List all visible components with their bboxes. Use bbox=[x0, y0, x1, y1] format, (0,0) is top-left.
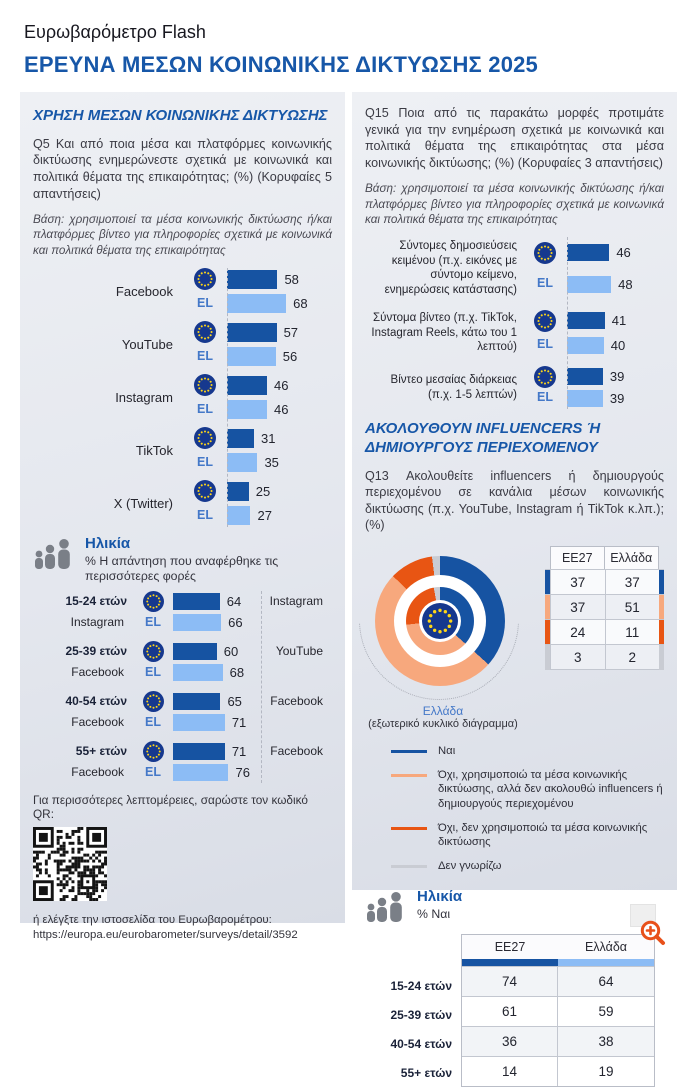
cell-greece: 2 bbox=[605, 644, 660, 670]
q13-legend bbox=[391, 744, 664, 874]
bar-eu bbox=[567, 368, 603, 385]
eu-flag-icon bbox=[194, 374, 216, 396]
age-section-header bbox=[365, 888, 664, 926]
legend-swatch bbox=[391, 750, 427, 753]
bar-value: 68 bbox=[293, 295, 308, 311]
eu-flag-icon bbox=[194, 427, 216, 449]
row-color-strip bbox=[659, 569, 664, 594]
age-yes-table-block bbox=[365, 934, 664, 1088]
footer-line1: ή ελέγξτε την ιστοσελίδα του Ευρωβαρομέτρου: bbox=[33, 913, 272, 926]
bar-value: 76 bbox=[235, 764, 250, 780]
section-title-usage: ΧΡΗΣΗ ΜΕΣΩΝ ΚΟΙΝΩΝΙΚΗΣ ΔΙΚΤΥΩΣΗΣ bbox=[33, 107, 328, 124]
age-label: 25-39 ετών bbox=[65, 644, 127, 659]
table-row bbox=[462, 1026, 654, 1056]
row-color-strip bbox=[659, 594, 664, 619]
cell-greece: 38 bbox=[558, 1026, 654, 1056]
bar-value: 41 bbox=[611, 313, 627, 329]
el-label: EL bbox=[197, 455, 213, 470]
bar-el bbox=[567, 390, 603, 407]
bar-el bbox=[227, 506, 250, 525]
table-row bbox=[545, 644, 664, 670]
bar-value: 58 bbox=[284, 271, 299, 287]
eu-flag-icon bbox=[194, 268, 216, 290]
q13-values-table bbox=[545, 546, 664, 730]
content-columns bbox=[20, 92, 680, 1080]
table-row bbox=[545, 569, 664, 594]
page-header bbox=[0, 0, 680, 78]
table-header-ee27: EE27 bbox=[462, 935, 558, 959]
header-color-bar bbox=[462, 959, 654, 966]
row-color-strip bbox=[659, 619, 664, 644]
cell-greece: 19 bbox=[558, 1056, 654, 1086]
qr-caption: Για περισσότερες λεπτομέρειες, σαρώστε τον κωδικό QR: bbox=[33, 792, 308, 821]
eu-flag-icon bbox=[534, 310, 556, 332]
bar-value: 64 bbox=[226, 593, 242, 609]
bar-value: 35 bbox=[264, 454, 279, 470]
zoom-in-button[interactable] bbox=[638, 918, 668, 948]
bar-el bbox=[227, 400, 267, 419]
table-header-ee27: EE27 bbox=[550, 546, 605, 569]
legend-swatch bbox=[391, 827, 427, 830]
most-used-platform: Facebook bbox=[270, 694, 323, 709]
bar-el bbox=[227, 347, 276, 366]
legend-label: Δεν γνωρίζω bbox=[438, 860, 502, 873]
bar-value: 60 bbox=[223, 643, 239, 659]
format-label: Σύντομα βίντεο (π.χ. TikTok, Instagram Reels, κάτω του 1 λεπτού) bbox=[371, 311, 517, 354]
eu-flag-icon bbox=[143, 691, 164, 712]
bar-eu bbox=[227, 270, 277, 289]
age-label: 25-39 ετών bbox=[390, 1007, 452, 1022]
donut-caption-note: (εξωτερικό κυκλικό διάγραμμα) bbox=[368, 718, 518, 731]
bar-eu bbox=[227, 429, 254, 448]
bar-value: 25 bbox=[255, 483, 271, 499]
bar-value: 39 bbox=[609, 391, 625, 407]
q5-bar-chart bbox=[33, 270, 332, 525]
age-label: 55+ ετών bbox=[400, 1065, 452, 1080]
bar-eu bbox=[173, 643, 217, 660]
cell-ee27: 74 bbox=[462, 966, 558, 996]
legend-label: Ναι bbox=[438, 745, 456, 758]
most-used-platform: Instagram bbox=[269, 594, 323, 609]
cell-ee27: 14 bbox=[462, 1056, 558, 1086]
bar-el bbox=[567, 276, 611, 293]
table-row bbox=[462, 1056, 654, 1086]
platform-label: TikTok bbox=[135, 442, 173, 458]
legend-item bbox=[391, 859, 664, 874]
bar-eu bbox=[227, 376, 267, 395]
bar-eu bbox=[173, 693, 220, 710]
bar-value: 31 bbox=[260, 430, 276, 446]
bar-el bbox=[227, 294, 286, 313]
eu-flag-icon bbox=[194, 480, 216, 502]
age-group-55plus bbox=[33, 743, 332, 781]
q15-base-text: Βάση: χρησιμοποιεί τα μέσα κοινωνικής δικτύωσης ή/και πλατφόρμες βίντεο για πληροφορίες σχετικά με κοινωνικά και πολιτικά θέματα της επικαιρότητας bbox=[365, 182, 664, 226]
cell-ee27: 3 bbox=[550, 644, 605, 670]
q15-bar-chart bbox=[365, 239, 664, 407]
bar-eu bbox=[227, 482, 249, 501]
platform-label: Facebook bbox=[115, 283, 173, 299]
cell-ee27: 37 bbox=[550, 569, 605, 594]
bar-value: 65 bbox=[227, 693, 242, 709]
legend-swatch bbox=[391, 865, 427, 868]
chart-baseline bbox=[227, 268, 228, 527]
cell-greece: 37 bbox=[605, 569, 660, 594]
el-label: EL bbox=[197, 349, 213, 364]
table-row bbox=[545, 594, 664, 619]
bar-value: 66 bbox=[228, 614, 243, 630]
age-subtitle: % Ναι bbox=[417, 906, 451, 921]
age-group-40-54 bbox=[33, 693, 332, 731]
platform-label: YouTube bbox=[121, 336, 173, 352]
legend-item bbox=[391, 821, 664, 850]
el-label: EL bbox=[197, 402, 213, 417]
cell-greece: 59 bbox=[558, 996, 654, 1026]
table-row bbox=[462, 966, 654, 996]
age-label: 55+ ετών bbox=[75, 744, 127, 759]
format-label: Σύντομες δημοσιεύσεις κειμένου (π.χ. εικόνες με σύντομο κείμενο, ενημερώσεις κατάστασης) bbox=[384, 240, 517, 297]
chart-baseline bbox=[261, 591, 262, 783]
cell-ee27: 36 bbox=[462, 1026, 558, 1056]
bar-value: 71 bbox=[231, 714, 247, 730]
bar-eu bbox=[227, 323, 277, 342]
most-used-platform: Facebook bbox=[71, 765, 124, 780]
el-label: EL bbox=[145, 765, 161, 780]
table-row bbox=[462, 996, 654, 1026]
table-row bbox=[545, 619, 664, 644]
bar-group-facebook bbox=[33, 270, 332, 313]
bar-value: 46 bbox=[274, 401, 289, 417]
eu-flag-icon bbox=[534, 366, 556, 388]
page-title: ΕΡΕΥΝΑ ΜΕΣΩΝ ΚΟΙΝΩΝΙΚΗΣ ΔΙΚΤΥΩΣΗΣ 2025 bbox=[24, 52, 538, 77]
legend-label: Όχι, χρησιμοποιώ τα μέσα κοινωνικής δικτύωσης, αλλά δεν ακολουθώ influencers ή δημιουργούς περιεχομένου bbox=[438, 768, 663, 811]
table-header-greece: Ελλάδα bbox=[605, 546, 660, 569]
donut-caption-country: Ελλάδα bbox=[422, 704, 464, 719]
age-label: 40-54 ετών bbox=[390, 1036, 452, 1051]
section-title-influencers: ΑΚΟΛΟΥΘΟΥΝ INFLUENCERS Ή ΔΗΜΙΟΥΡΓΟΥΣ ΠΕΡΙΕΧΟΜΕΝΟΥ bbox=[365, 420, 601, 456]
q15-question-text: Q15 Ποια από τις παρακάτω μορφές προτιμάτε γενικά για την ενημέρωση σχετικά με κοινωνικά και πολιτικά θέματα της επικαιρότητας στα μέσα κοινωνικής δικτύωσης; (%) (Κορυφαίες 3 απαντήσεις) bbox=[365, 106, 664, 170]
el-label: EL bbox=[197, 296, 213, 311]
cell-ee27: 37 bbox=[550, 594, 605, 619]
age-bar-chart bbox=[33, 593, 332, 781]
bar-eu bbox=[173, 593, 220, 610]
footer-note bbox=[33, 913, 332, 944]
people-icon bbox=[33, 539, 75, 573]
most-used-platform: YouTube bbox=[275, 644, 323, 659]
panel-content-formats-influencers bbox=[352, 92, 677, 1080]
bar-group-youtube bbox=[33, 323, 332, 366]
chart-baseline bbox=[567, 237, 568, 409]
el-label: EL bbox=[145, 665, 161, 680]
q5-question-text: Q5 Και από ποια μέσα και πλατφόρμες κοινωνικής δικτύωσης ενημερώνεστε σχετικά με κοινωνικά και πολιτικά θέματα της επικαιρότητας; (%) (Κορυφαίες 5 απαντήσεις) bbox=[33, 136, 332, 201]
bar-el bbox=[567, 337, 604, 354]
most-used-platform: Facebook bbox=[71, 665, 124, 680]
el-label: EL bbox=[197, 508, 213, 523]
age-group-25-39 bbox=[33, 643, 332, 681]
bar-eu bbox=[173, 743, 225, 760]
age-title: Ηλικία bbox=[85, 534, 131, 552]
greece-color-bar bbox=[558, 959, 654, 966]
age-title: Ηλικία bbox=[417, 887, 463, 905]
age-subtitle: % Η απάντηση που αναφέρθηκε τις περισσότερες φορές bbox=[85, 553, 279, 584]
legend-label: Όχι, δεν χρησιμοποιώ τα μέσα κοινωνικής δικτύωσης bbox=[438, 821, 648, 849]
bar-value: 46 bbox=[616, 245, 631, 261]
platform-label: X (Twitter) bbox=[113, 495, 173, 511]
most-used-platform: Instagram bbox=[70, 615, 124, 630]
eu-flag-icon bbox=[143, 641, 164, 662]
most-used-platform: Facebook bbox=[71, 715, 124, 730]
bar-value: 27 bbox=[257, 507, 272, 523]
bar-value: 57 bbox=[283, 324, 299, 340]
most-used-platform: Facebook bbox=[270, 744, 323, 759]
table-header-greece: Ελλάδα bbox=[558, 935, 654, 959]
bar-value: 68 bbox=[229, 664, 245, 680]
cell-greece: 11 bbox=[605, 619, 660, 644]
bar-group-x-twitter bbox=[33, 482, 332, 525]
el-label: EL bbox=[537, 275, 553, 290]
bar-el bbox=[173, 664, 223, 681]
bar-group-instagram bbox=[33, 376, 332, 419]
legend-item bbox=[391, 744, 664, 759]
legend-item bbox=[391, 768, 664, 812]
age-group-15-24 bbox=[33, 593, 332, 631]
el-label: EL bbox=[145, 615, 161, 630]
bar-value: 56 bbox=[282, 348, 298, 364]
row-color-strip bbox=[659, 644, 664, 670]
bar-el bbox=[173, 764, 228, 781]
donut-caption bbox=[353, 704, 533, 730]
qr-code bbox=[33, 827, 107, 901]
legend-swatch bbox=[391, 774, 427, 777]
age-row-labels bbox=[365, 972, 461, 1088]
q5-base-text: Βάση: χρησιμοποιεί τα μέσα κοινωνικής δικτύωσης ή/και πλατφόρμες βίντεο για πληροφορίες σχετικά με κοινωνικά και πολιτικά θέματα της επικαιρότητας bbox=[33, 213, 332, 257]
bar-eu bbox=[567, 312, 605, 329]
doc-kicker: Ευρωβαρόμετρο Flash bbox=[24, 22, 206, 42]
age-label: 40-54 ετών bbox=[65, 694, 127, 709]
bar-el bbox=[173, 614, 221, 631]
eu-flag-icon bbox=[143, 741, 164, 762]
bar-value: 48 bbox=[618, 276, 633, 292]
cell-ee27: 61 bbox=[462, 996, 558, 1026]
panel-social-media-use bbox=[20, 92, 345, 941]
el-label: EL bbox=[145, 715, 161, 730]
el-label: EL bbox=[537, 336, 553, 351]
eu-flag-icon bbox=[534, 242, 556, 264]
bar-el bbox=[173, 714, 225, 731]
el-label: EL bbox=[537, 390, 553, 405]
cell-ee27: 24 bbox=[550, 619, 605, 644]
bar-value: 71 bbox=[231, 743, 247, 759]
age-yes-table bbox=[461, 934, 655, 1087]
bar-value: 46 bbox=[274, 377, 289, 393]
bar-value: 39 bbox=[609, 369, 625, 385]
q13-donut-chart bbox=[365, 546, 515, 696]
cell-greece: 51 bbox=[605, 594, 660, 619]
format-label: Βίντεο μεσαίας διάρκειας (π.χ. 1-5 λεπτών) bbox=[390, 373, 517, 401]
bar-value: 40 bbox=[610, 337, 626, 353]
platform-label: Instagram bbox=[115, 389, 173, 405]
age-section-header bbox=[33, 535, 332, 585]
eu-flag-icon bbox=[143, 591, 164, 612]
q13-donut-and-table bbox=[365, 544, 664, 730]
bar-el bbox=[227, 453, 257, 472]
age-label: 15-24 ετών bbox=[65, 594, 127, 609]
cell-greece: 64 bbox=[558, 966, 654, 996]
q13-question-text: Q13 Ακολουθείτε influencers ή δημιουργούς περιεχομένου σε κανάλια μέσων κοινωνικής δικτύωσης (π.χ. YouTube, Instagram ή TikTok κ.λπ.); (%) bbox=[365, 468, 664, 533]
format-group-short-videos bbox=[365, 311, 664, 355]
bar-eu bbox=[567, 244, 609, 261]
donut-chart-wrap bbox=[365, 544, 533, 730]
bar-group-tiktok bbox=[33, 429, 332, 472]
format-group-text-posts bbox=[365, 239, 664, 298]
eu-flag-icon bbox=[194, 321, 216, 343]
footer-url: https://europa.eu/eurobarometer/surveys/detail/3592 bbox=[33, 928, 298, 941]
age-label: 15-24 ετών bbox=[390, 978, 452, 993]
ee27-color-bar bbox=[462, 959, 558, 966]
people-icon bbox=[365, 892, 407, 926]
format-group-medium-videos bbox=[365, 368, 664, 407]
